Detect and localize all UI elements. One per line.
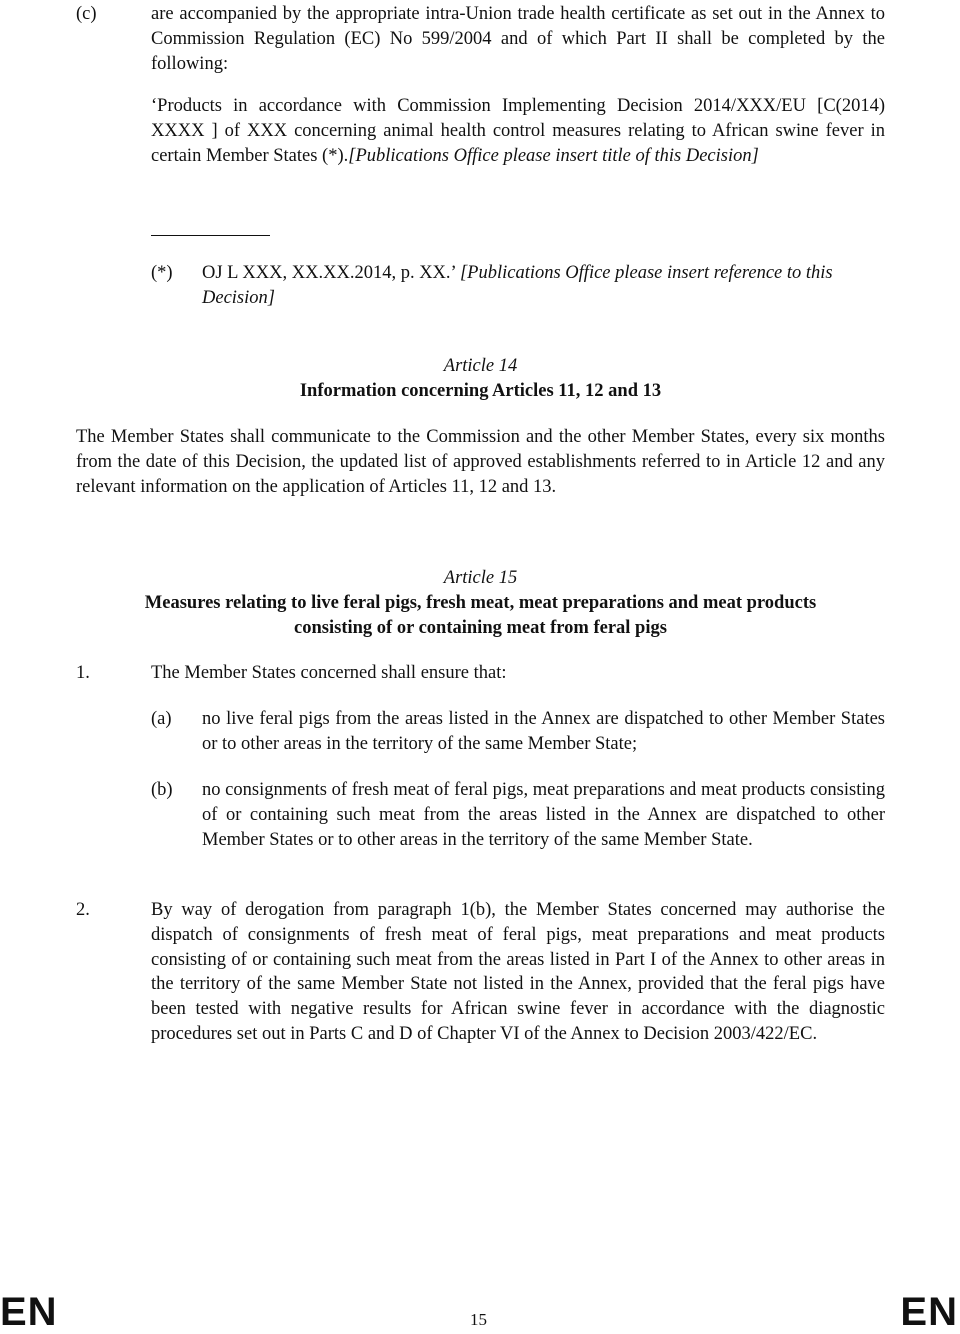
article-14-number: Article 14 <box>443 356 518 376</box>
footnote-text <box>202 261 885 311</box>
article-15-title-line2: consisting of or containing meat from feral pigs <box>294 618 667 638</box>
article-14-title: Information concerning Articles 11, 12 and 13 <box>299 381 662 401</box>
para-1b-text: no consignments of fresh meat of feral pigs, meat preparations and meat products consisting of or containing such meat from the areas listed in the Annex are dispatched to other Member States or to other areas in the territory of the same Member State. <box>202 780 885 850</box>
footnote-ref: OJ L XXX, XX.XX.2014, p. XX.’ <box>202 263 456 283</box>
article-15-number: Article 15 <box>443 568 518 588</box>
para-1b-label: (b) <box>151 780 173 800</box>
article-14-body: The Member States shall communicate to the Commission and the other Member States, every six months from the date of this Decision, the updated list of approved establishments referred to in Article 12 and any relevant information on the application of Articles 11, 12 and 13. <box>76 427 885 497</box>
footnote-label: (*) <box>151 263 173 283</box>
footer-lang-right: EN <box>900 1290 958 1334</box>
item-c-label: (c) <box>76 4 97 24</box>
item-c-quote-note: [Publications Office please insert title of this Decision] <box>348 145 759 166</box>
article-15-title-line1: Measures relating to live feral pigs, fresh meat, meat preparations and meat products <box>144 593 817 613</box>
para-1a-text: no live feral pigs from the areas listed in the Annex are dispatched to other Member States or to other areas in the territory of the same Member State; <box>202 709 885 754</box>
para-1-intro: The Member States concerned shall ensure that: <box>151 663 507 683</box>
footer-page-number: 15 <box>470 1310 487 1329</box>
item-c-text: are accompanied by the appropriate intra-Union trade health certificate as set out in the Annex to Commission Regulation (EC) No 599/2004 and of which Part II shall be completed by the following: <box>151 4 885 74</box>
para-1a-label: (a) <box>151 709 172 729</box>
item-c-quote-text: ‘Products in accordance with Commission Implementing Decision 2014/XXX/EU [C(2014) XXXX ] of XXX concerning animal health control measures relating to African swine fever in certain Member States (*). <box>151 96 885 166</box>
para-1-label: 1. <box>76 663 90 683</box>
para-2-label: 2. <box>76 900 90 920</box>
footer-lang-left: EN <box>0 1290 58 1334</box>
footnote-separator <box>151 235 270 236</box>
para-2-text: By way of derogation from paragraph 1(b), the Member States concerned may authorise the dispatch of consignments of fresh meat of feral pigs, meat preparations and meat products consisting of or containing such meat from the areas listed in Part I of the Annex to other areas in the territory of the same Member State not listed in the Annex, provided that the feral pigs have been tested with negative results for African swine fever in accordance with the diagnostic procedures set out in Parts C and D of Chapter VI of the Annex to Decision 2003/422/EC. <box>151 900 885 1044</box>
footnote-note: [Publications Office please insert reference to this Decision] <box>202 263 833 308</box>
item-c-quote <box>151 94 885 168</box>
